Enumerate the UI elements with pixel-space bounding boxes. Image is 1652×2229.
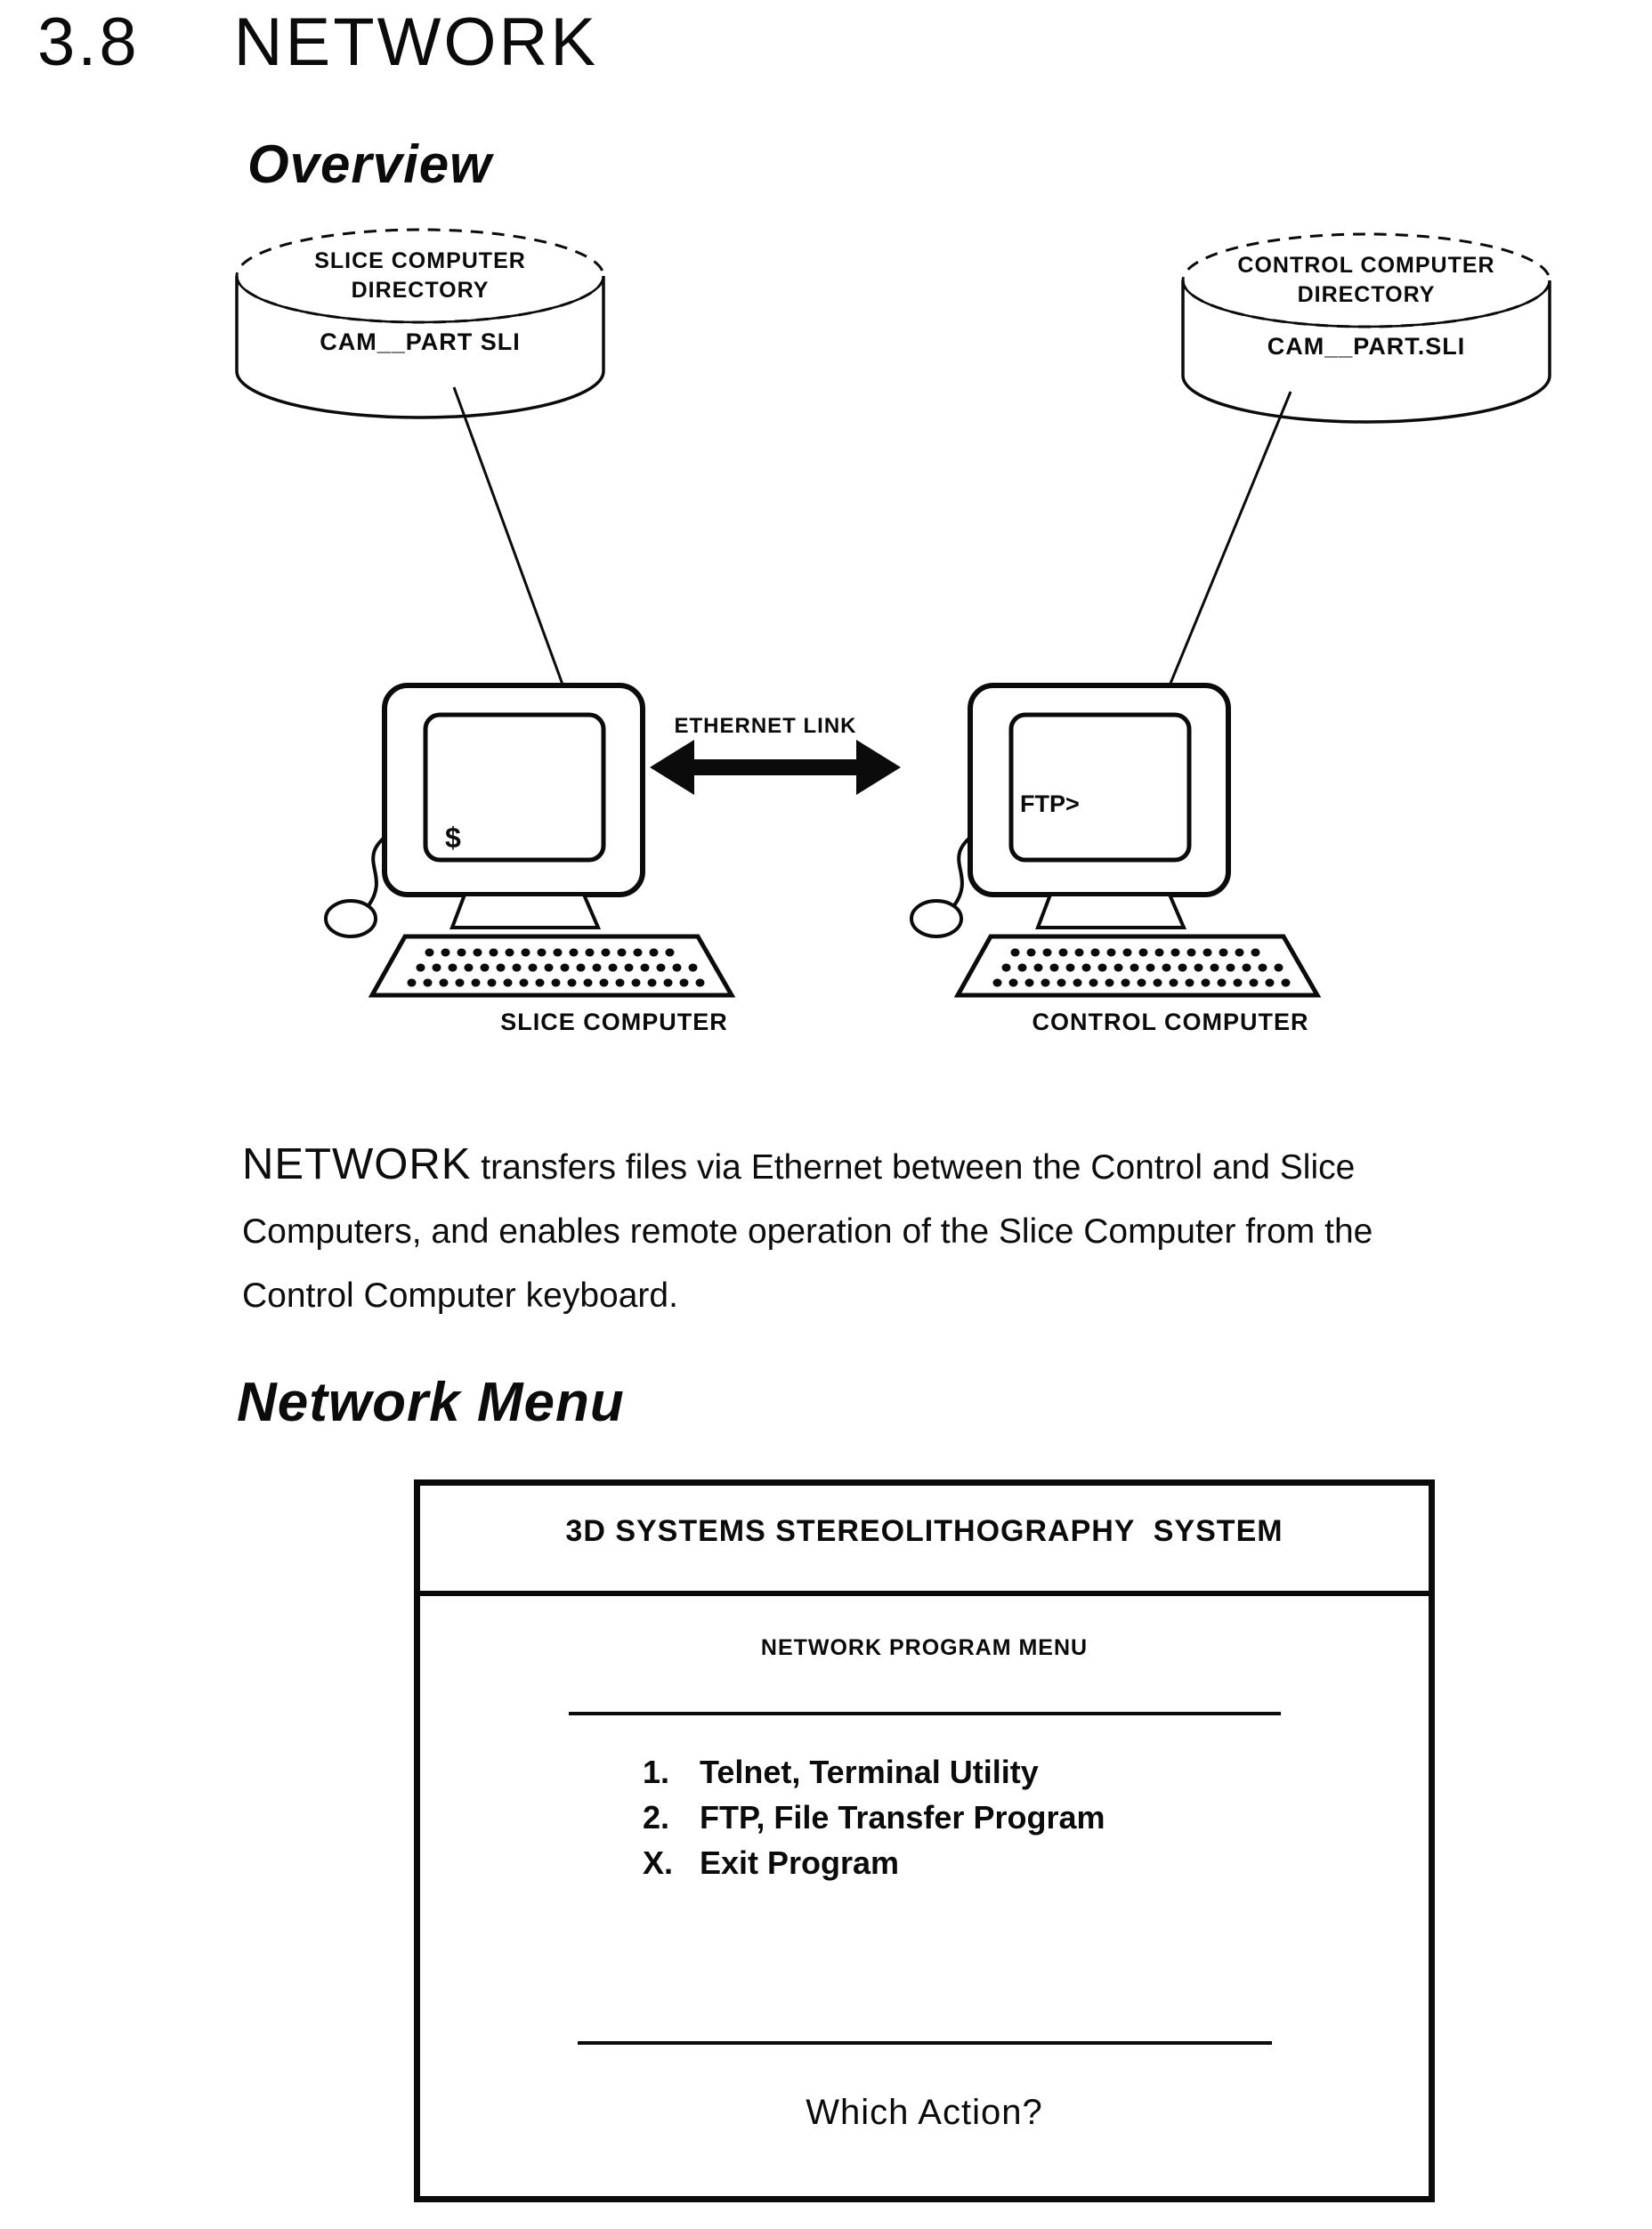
ethernet-link-arrow xyxy=(650,714,901,795)
control-directory-cylinder xyxy=(1183,234,1550,422)
control-screen-prompt: FTP> xyxy=(1020,790,1080,817)
menu-prompt: Which Action? xyxy=(806,2093,1043,2132)
menu-item-key: 1. xyxy=(643,1754,670,1790)
ethernet-link-label: ETHERNET LINK xyxy=(674,714,857,738)
paragraph-lead: NETWORK xyxy=(242,1140,472,1188)
menu-items xyxy=(643,1749,1105,1885)
menu-title: 3D SYSTEMS STEREOLITHOGRAPHY SYSTEM xyxy=(565,1514,1284,1548)
control-directory-file: CAM__PART.SLI xyxy=(1267,333,1466,360)
menu-item-ftp xyxy=(643,1795,1105,1840)
control-directory-line1: CONTROL COMPUTER xyxy=(1237,253,1495,278)
paragraph-text: transfers files via Ethernet between the Control and Slice Computers, and enables remote operation of the Slice Computer from the Control Computer keyboard. xyxy=(242,1148,1373,1315)
monitor-screen xyxy=(1011,715,1189,860)
menu-item-key: 2. xyxy=(643,1799,670,1836)
menu-item-label: Exit Program xyxy=(700,1844,900,1881)
menu-rule-top xyxy=(569,1712,1281,1715)
section-title: NETWORK xyxy=(233,4,599,80)
section-heading xyxy=(37,4,598,81)
network-diagram xyxy=(116,209,1558,1068)
overview-paragraph xyxy=(242,1132,1453,1328)
mouse-icon xyxy=(911,901,961,936)
control-connector-line xyxy=(1168,392,1291,690)
menu-item-label: Telnet, Terminal Utility xyxy=(700,1754,1039,1790)
menu-item-telnet xyxy=(643,1749,1105,1795)
control-computer-illustration xyxy=(911,685,1317,995)
menu-item-label: FTP, File Transfer Program xyxy=(700,1799,1105,1836)
slice-directory-line2: DIRECTORY xyxy=(351,278,490,303)
menu-rule-bottom xyxy=(578,2041,1272,2045)
slice-directory-file: CAM__PART SLI xyxy=(320,328,521,355)
slice-connector-line xyxy=(454,387,565,692)
menu-item-exit xyxy=(643,1840,1105,1885)
slice-computer-label: SLICE COMPUTER xyxy=(500,1009,728,1035)
mouse-icon xyxy=(326,901,376,936)
slice-directory-cylinder xyxy=(237,230,603,417)
slice-screen-prompt: $ xyxy=(445,822,461,854)
control-computer-label: CONTROL COMPUTER xyxy=(1032,1009,1309,1035)
network-menu-box xyxy=(414,1479,1435,2202)
menu-title-divider xyxy=(420,1591,1429,1596)
menu-subtitle: NETWORK PROGRAM MENU xyxy=(760,1635,1089,1660)
section-number: 3.8 xyxy=(37,4,140,80)
slice-computer-illustration xyxy=(326,685,732,995)
menu-heading: Network Menu xyxy=(237,1372,625,1433)
monitor-stand xyxy=(452,895,598,928)
overview-heading: Overview xyxy=(247,134,492,194)
slice-directory-line1: SLICE COMPUTER xyxy=(314,248,526,273)
control-directory-line2: DIRECTORY xyxy=(1297,282,1436,307)
double-arrow-icon xyxy=(650,740,901,795)
menu-item-key: X. xyxy=(643,1844,674,1881)
monitor-stand xyxy=(1038,895,1184,928)
